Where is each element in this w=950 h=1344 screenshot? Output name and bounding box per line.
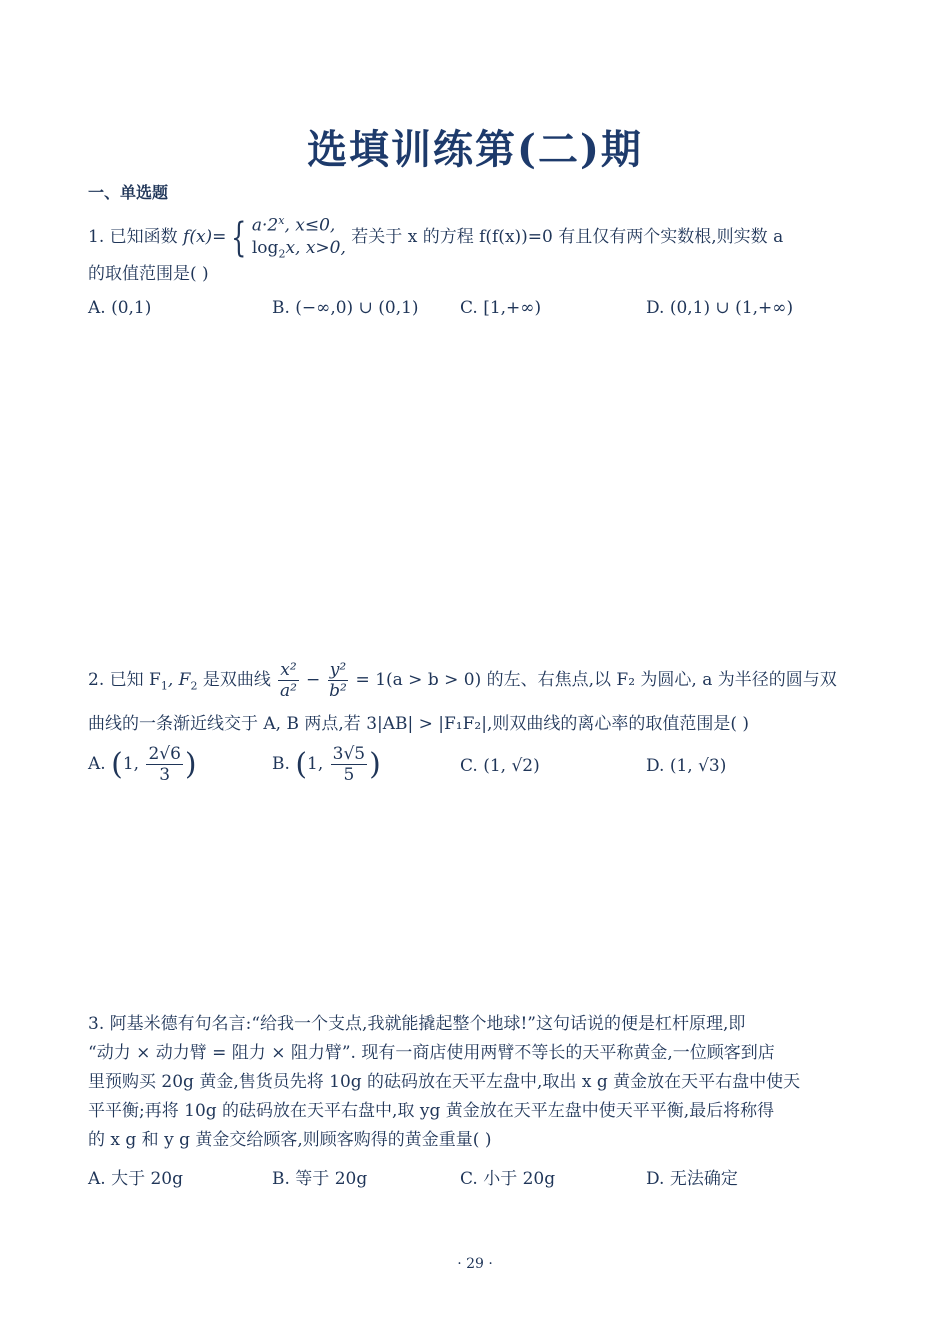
q2-text2: 曲线的一条渐近线交于 A, B 两点,若 3|AB| > |F₁F₂|,则双曲线的离心率的取值范围是( ) <box>88 714 750 734</box>
q2-option-a <box>88 744 197 785</box>
brace-icon: { <box>231 214 247 261</box>
q2-option-b-label: B. <box>272 754 290 774</box>
q3-line-2: “动力 × 动力臂 = 阻力 × 阻力臂”. 现有一商店使用两臂不等长的天平称黄金,一位顾客到店 <box>88 1043 775 1063</box>
q2-option-b-num: 3√5 <box>332 744 366 764</box>
q1-option-a: A. (0,1) <box>88 298 152 318</box>
q1-func: f(x)= <box>183 227 227 248</box>
q2-fraction-y <box>328 660 348 701</box>
q1-case1-exp: x <box>278 214 285 227</box>
question-2-stem <box>88 660 837 701</box>
q2-prefix: 2. 已知 F <box>88 670 161 690</box>
q1-case2-tail: x, x>0, <box>285 237 346 258</box>
q2-text1: = 1(a > b > 0) 的左、右焦点,以 F₂ 为圆心, a 为半径的圆与双 <box>350 670 837 690</box>
q3-line-1: 3. 阿基米德有句名言:“给我一个支点,我就能撬起整个地球!”这句话说的便是杠杆原理,即 <box>88 1014 746 1034</box>
q2-option-b-frac <box>331 744 367 785</box>
q1-case1: a·2 <box>251 215 279 236</box>
q1-option-c: C. [1,+∞) <box>460 298 542 318</box>
q3-option-c: C. 小于 20g <box>460 1169 556 1189</box>
q2-sub1: 1 <box>160 679 168 693</box>
q2-option-a-frac <box>146 744 182 785</box>
q1-text2: 的取值范围是( ) <box>88 264 209 284</box>
q2-option-d: D. (1, √3) <box>646 756 727 776</box>
q3-line-3: 里预购买 20g 黄金,售货员先将 10g 的砝码放在天平左盘中,取出 x g 黄金放在天平右盘中使天 <box>88 1072 801 1092</box>
q3-option-a: A. 大于 20g <box>88 1169 184 1189</box>
left-paren-icon: ( <box>295 747 308 782</box>
q2-option-a-den: 3 <box>159 765 171 785</box>
q1-option-d: D. (0,1) ∪ (1,+∞) <box>646 298 794 318</box>
right-paren-icon: ) <box>184 747 197 782</box>
q1-case2-log: log <box>251 237 279 258</box>
q2-option-b <box>272 744 381 785</box>
q2-fraction-x <box>278 660 298 701</box>
q2-option-a-num: 2√6 <box>148 744 181 764</box>
q1-case1-tail: , x≤0, <box>284 215 336 236</box>
q2-option-c: C. (1, √2) <box>460 756 540 776</box>
q1-case2-sub: 2 <box>278 247 286 261</box>
q2-frac1-num: x² <box>280 660 297 680</box>
q1-text1: 若关于 x 的方程 f(f(x))=0 有且仅有两个实数根,则实数 a <box>345 227 784 248</box>
question-1-stem <box>88 210 783 265</box>
q2-frac1-den: a² <box>279 681 297 701</box>
q3-option-d: D. 无法确定 <box>646 1169 738 1189</box>
q1-option-b: B. (−∞,0) ∪ (0,1) <box>272 298 419 318</box>
right-paren-icon: ) <box>369 747 381 782</box>
q3-option-b: B. 等于 20g <box>272 1169 368 1189</box>
q3-line-5: 的 x g 和 y g 黄金交给顾客,则顾客购得的黄金重量( ) <box>88 1130 492 1150</box>
q2-option-b-den: 5 <box>343 765 355 785</box>
q2-option-a-label: A. <box>88 754 106 774</box>
q2-minus: − <box>300 670 326 690</box>
q2-frac2-num: y² <box>329 660 347 680</box>
left-paren-icon: ( <box>111 747 123 782</box>
page-title: 选填训练第(二)期 <box>307 126 643 173</box>
q2-mid1: , F <box>167 670 191 690</box>
q2-sub2: 2 <box>190 679 198 693</box>
q2-mid2: 是双曲线 <box>197 670 277 690</box>
q1-cases <box>252 210 346 265</box>
q2-option-a-pre: 1, <box>122 754 145 774</box>
q2-frac2-den: b² <box>329 681 347 701</box>
section-heading: 一、单选题 <box>88 183 169 202</box>
q2-option-b-pre: 1, <box>307 754 329 774</box>
page-number: · 29 · <box>457 1256 493 1272</box>
q1-prefix: 1. 已知函数 <box>88 227 184 248</box>
q3-line-4: 平平衡;再将 10g 的砝码放在天平右盘中,取 yg 黄金放在天平左盘中使天平平衡,最后将称得 <box>88 1101 775 1121</box>
